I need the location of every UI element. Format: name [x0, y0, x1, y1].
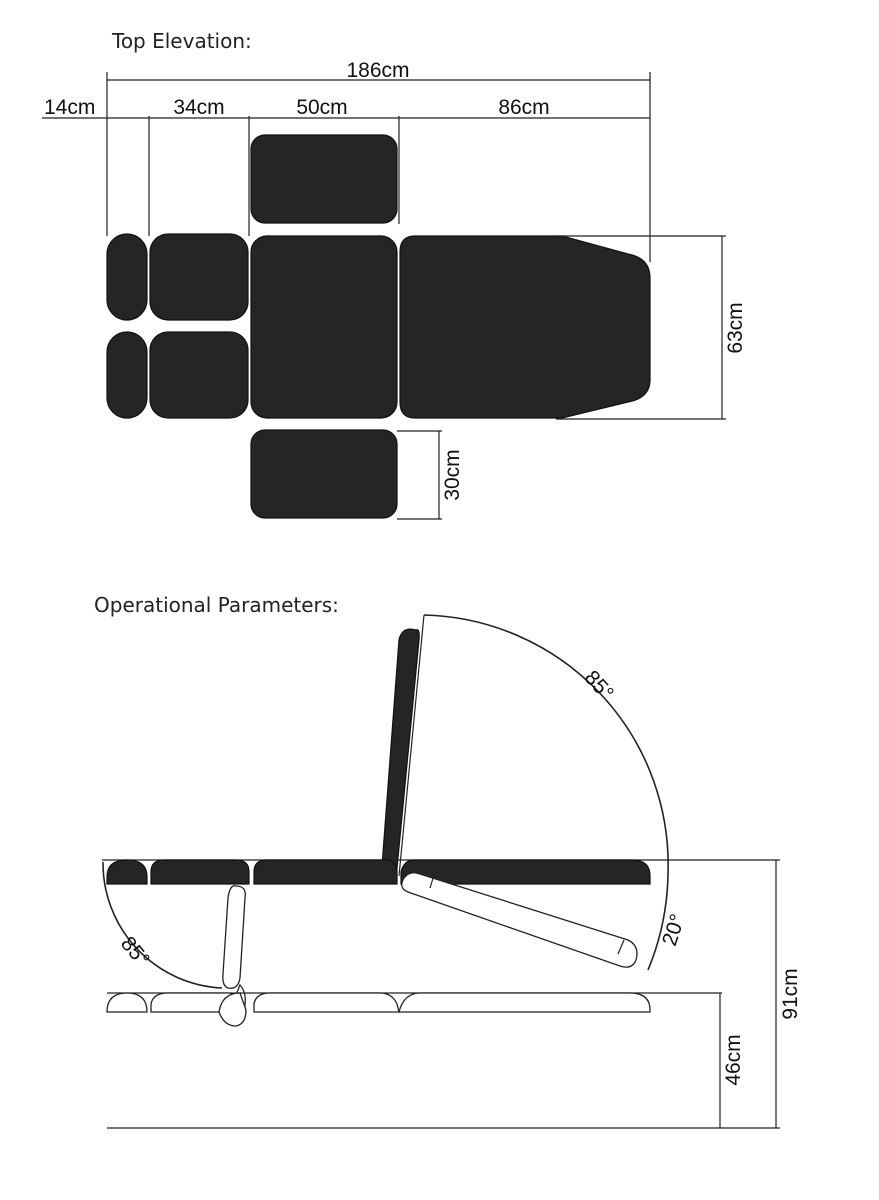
head-pad-upper: [107, 234, 147, 320]
backrest-pad: [382, 629, 419, 880]
leg-pad: [400, 236, 650, 418]
width-label: 63cm: [724, 302, 747, 354]
overall-length-label: 186cm: [346, 59, 410, 82]
leg-angle-label: 20°: [657, 911, 690, 949]
side-second-pad: [151, 860, 249, 884]
second-section-label: 34cm: [173, 96, 225, 119]
backrest-angle-label: 85°: [579, 666, 619, 706]
min-height-label: 46cm: [722, 1034, 745, 1086]
leg-section-label: 86cm: [498, 96, 550, 119]
third-section-label: 50cm: [296, 96, 348, 119]
backrest-raised: [382, 615, 668, 880]
second-pad-lower: [150, 332, 248, 418]
low-seat-pad: [254, 993, 399, 1012]
headrest-angle-label: 85°: [115, 932, 154, 972]
bottom-armrest-pad: [251, 430, 397, 518]
head-pad-lower: [107, 332, 147, 418]
lowered-second-pad: [223, 886, 245, 989]
head-section-label: 14cm: [44, 96, 96, 119]
top-armrest-pad: [251, 135, 397, 223]
side-view-pads: [107, 860, 650, 884]
height-dimensions: [720, 860, 802, 1128]
top-elevation-heading: Top Elevation:: [112, 29, 252, 53]
second-pad-upper: [150, 234, 248, 320]
armrest-width-label: 30cm: [441, 449, 464, 501]
leg-lowered: [402, 873, 690, 970]
leg-pad-lowered: [402, 873, 637, 967]
top-view-pads: [107, 135, 650, 518]
lowered-table-outline: [107, 993, 722, 1026]
side-head-pad: [107, 860, 147, 884]
low-leg-pad: [399, 993, 650, 1012]
low-head-pad: [107, 993, 147, 1012]
side-seat-pad: [254, 860, 397, 884]
operational-parameters-heading: Operational Parameters:: [94, 593, 339, 617]
max-height-label: 91cm: [779, 968, 802, 1020]
seat-pad: [251, 236, 397, 418]
armrest-width-dimension: [397, 431, 464, 519]
backrest-arc: [424, 615, 668, 874]
